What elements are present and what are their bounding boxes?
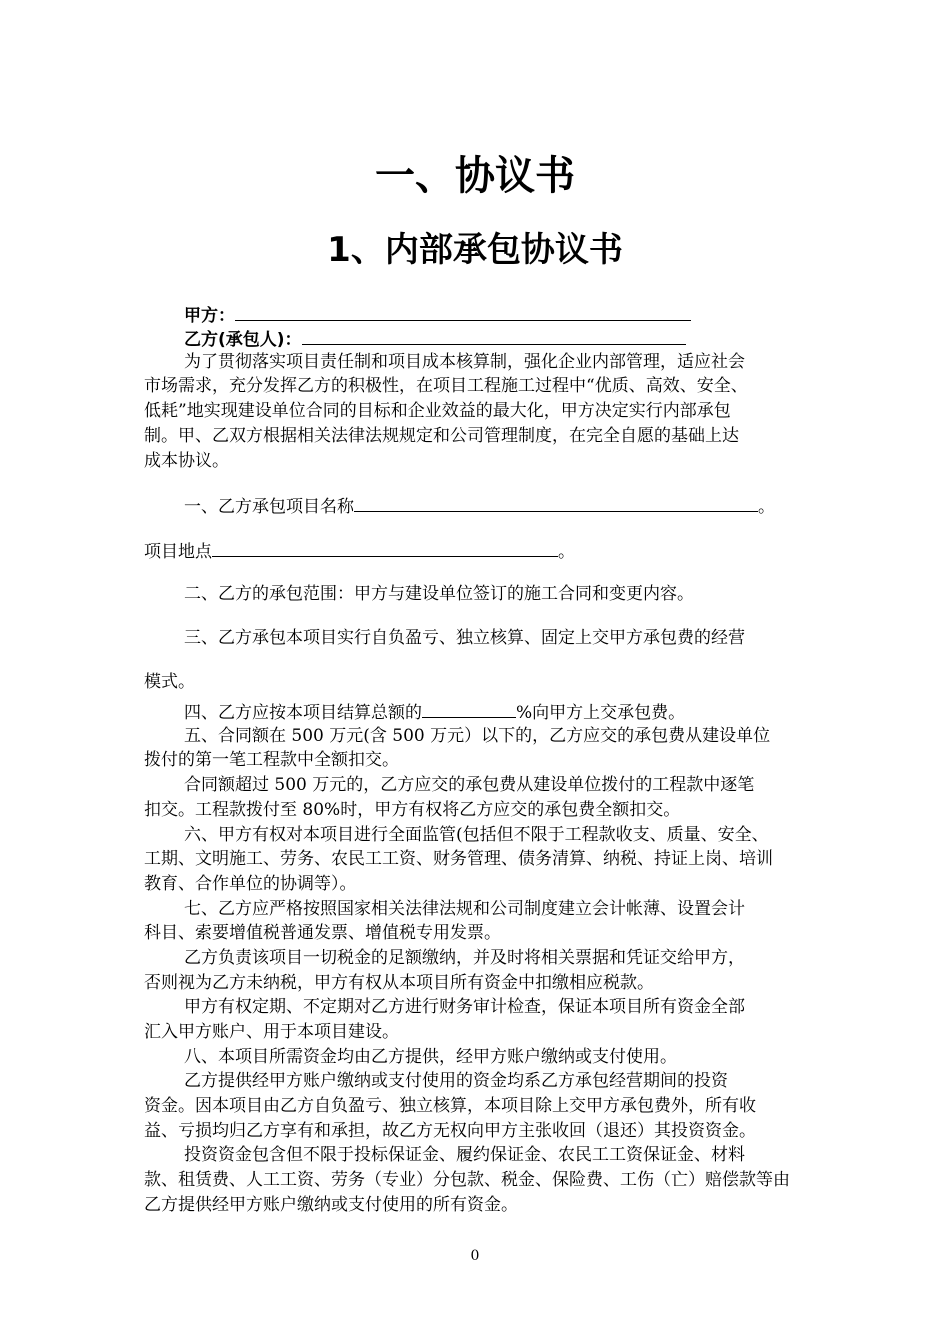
- clause-7-line: 乙方负责该项目一切税金的足额缴纳，并及时将相关票据和凭证交给甲方，: [184, 948, 745, 968]
- clause-5-line: 拨付的第一笔工程款中全额扣交。: [144, 750, 399, 770]
- clause-1-end: 。: [758, 497, 775, 517]
- project-location-end: 。: [558, 542, 575, 562]
- party-b-line: [184, 326, 854, 352]
- project-name-blank: [354, 493, 758, 512]
- project-location-label: 项目地点: [144, 542, 212, 562]
- clause-1-text: 一、乙方承包项目名称: [184, 497, 354, 517]
- preamble-line: 低耗”地实现建设单位合同的目标和企业效益的最大化，甲方决定实行内部承包: [144, 401, 731, 421]
- clause-7-line: 否则视为乙方未纳税，甲方有权从本项目所有资金中扣缴相应税款。: [144, 973, 654, 993]
- clause-6-line: 工期、文明施工、劳务、农民工工资、财务管理、债务清算、纳税、持证上岗、培训: [144, 849, 773, 869]
- preamble-line: 成本协议。: [144, 451, 229, 471]
- page-number: 0: [470, 1248, 480, 1264]
- clause-4-text: 四、乙方应按本项目结算总额的: [184, 703, 422, 723]
- project-location-line: [144, 538, 814, 564]
- clause-8-line: 资金。因本项目由乙方自负盈亏、独立核算，本项目除上交甲方承包费外，所有收: [144, 1096, 756, 1116]
- project-location-blank: [212, 538, 558, 557]
- document-subtitle: 1、内部承包协议书: [327, 230, 623, 270]
- preamble-line: 为了贯彻落实项目责任制和项目成本核算制，强化企业内部管理，适应社会: [184, 352, 745, 372]
- clause-7-line: 汇入甲方账户、用于本项目建设。: [144, 1022, 399, 1042]
- clause-5-line: 五、合同额在 500 万元(含 500 万元）以下的，乙方应交的承包费从建设单位: [184, 726, 771, 746]
- clause-8-line: 款、租赁费、人工工资、劳务（专业）分包款、税金、保险费、工伤（亡）赔偿款等由: [144, 1170, 790, 1190]
- party-a-blank: [235, 302, 691, 321]
- clause-4-line: [184, 699, 854, 725]
- party-a-line: [184, 302, 854, 328]
- preamble-line: 市场需求，充分发挥乙方的积极性，在项目工程施工过程中“优质、高效、安全、: [144, 376, 748, 396]
- clause-7-line: 科目、索要增值税普通发票、增值税专用发票。: [144, 923, 501, 943]
- clause-1-line: [184, 493, 854, 519]
- clause-2-line: 二、乙方的承包范围：甲方与建设单位签订的施工合同和变更内容。: [184, 584, 694, 604]
- clause-6-line: 六、甲方有权对本项目进行全面监管(包括但不限于工程款收支、质量、安全、: [184, 825, 769, 845]
- clause-8-line: 乙方提供经甲方账户缴纳或支付使用的资金均系乙方承包经营期间的投资: [184, 1071, 728, 1091]
- clause-8-line: 投资资金包含但不限于投标保证金、履约保证金、农民工工资保证金、材料: [184, 1145, 745, 1165]
- fee-percent-blank: [422, 699, 516, 718]
- clause-3-line: 三、乙方承包本项目实行自负盈亏、独立核算、固定上交甲方承包费的经营: [184, 628, 745, 648]
- party-a-label: 甲方：: [184, 306, 235, 326]
- clause-5-line: 扣交。工程款拨付至 80%时，甲方有权将乙方应交的承包费全额扣交。: [144, 800, 681, 820]
- clause-6-line: 教育、合作单位的协调等）。: [144, 874, 357, 894]
- clause-8-line: 八、本项目所需资金均由乙方提供，经甲方账户缴纳或支付使用。: [184, 1047, 677, 1067]
- clause-3-line: 模式。: [144, 672, 195, 692]
- party-b-label: 乙方(承包人)：: [184, 330, 302, 350]
- clause-5-line: 合同额超过 500 万元的，乙方应交的承包费从建设单位拨付的工程款中逐笔: [184, 775, 755, 795]
- preamble-line: 制。甲、乙双方根据相关法律法规规定和公司管理制度，在完全自愿的基础上达: [144, 426, 739, 446]
- party-b-blank: [302, 326, 686, 345]
- clause-7-line: 甲方有权定期、不定期对乙方进行财务审计检查，保证本项目所有资金全部: [184, 997, 745, 1017]
- clause-7-line: 七、乙方应严格按照国家相关法律法规和公司制度建立会计帐薄、设置会计: [184, 899, 745, 919]
- clause-8-line: 乙方提供经甲方账户缴纳或支付使用的所有资金。: [144, 1195, 518, 1215]
- clause-4-end: %向甲方上交承包费。: [516, 703, 686, 723]
- clause-8-line: 益、亏损均归乙方享有和承担，故乙方无权向甲方主张收回（退还）其投资资金。: [144, 1121, 756, 1141]
- document-title: 一、协议书: [375, 153, 575, 199]
